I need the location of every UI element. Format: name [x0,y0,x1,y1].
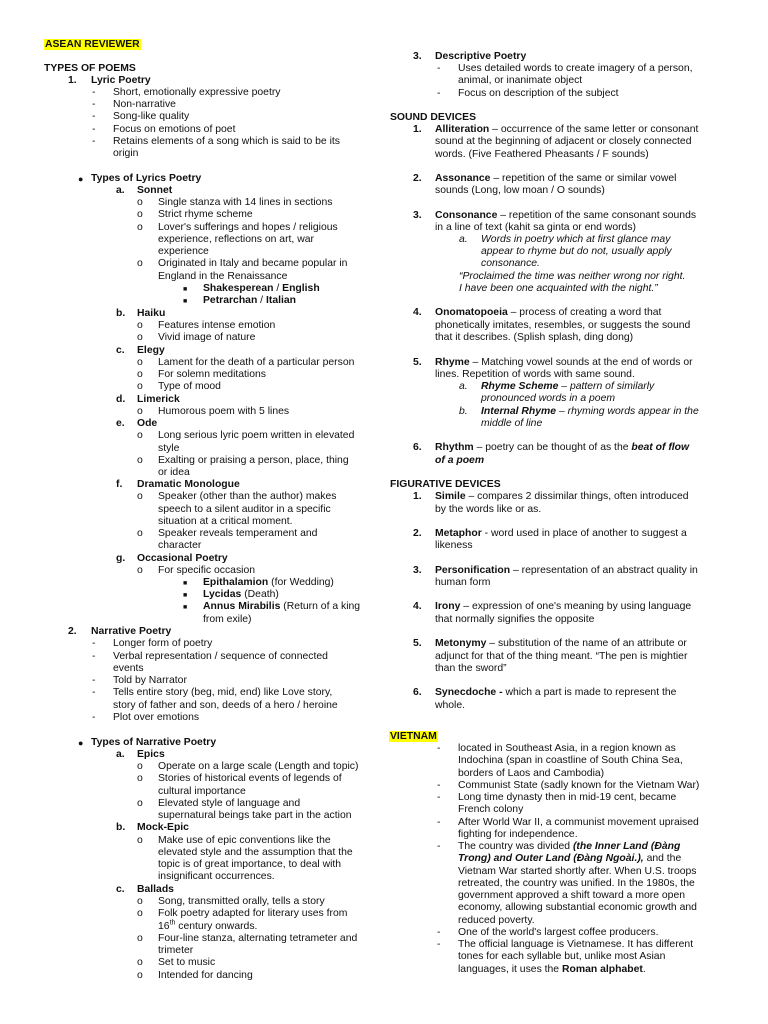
list-item: origin [113,148,139,159]
rhythm-item: Rhythm – poetry can be thought of as the beat of flow [435,442,690,453]
list-item: insignificant occurrences. [158,871,275,882]
list-num: 2. [413,528,422,539]
vietnam-heading: VIETNAM [390,731,437,742]
metonymy-item: Metonymy – substitution of the name of an attribute or [435,638,687,649]
consonance-item: Consonance – repetition of the same consonant sounds [435,210,697,221]
list-item: Make use of epic conventions like the [158,835,331,846]
list-item: topic is of great importance, to deal with [158,859,342,870]
list-letter: b. [116,308,126,319]
list-item: animal, or inanimate object [458,75,583,86]
list-item: Operate on a large scale (Length and topic) [158,761,359,772]
narrative-types-heading: Types of Narrative Poetry [91,737,217,748]
rhyme-item: Rhyme – Matching vowel sounds at the end of words or [435,357,693,368]
list-item: cultural importance [158,786,246,797]
list-num: 3. [413,210,422,221]
assonance-item: Assonance – repetition of the same or similar vowel [435,173,677,184]
list-item: Trong) and Outer Land (Đàng Ngoài.), and the [458,853,682,864]
mock-epic-heading: Mock-Epic [137,822,189,833]
list-item: words. (Five Feathered Pheasants / F sounds) [435,149,649,160]
list-item: or idea [158,467,190,478]
list-item: Four-line stanza, alternating tetrameter and [158,933,358,944]
personification-item: Personification – representation of an abstract quality in [435,565,698,576]
list-item: Uses detailed words to create imagery of a person, [458,63,693,74]
list-letter: c. [116,884,125,895]
list-item: speech to a silent auditor in a specific [158,504,331,515]
list-item: borders of Laos and Cambodia) [458,768,605,779]
list-letter: a. [116,749,125,760]
sound-devices-heading: SOUND DEVICES [390,112,477,123]
list-item: human form [435,577,491,588]
list-item: of a poem [435,455,485,466]
list-item: Elevated style of language and [158,798,301,809]
onomatopoeia-item: Onomatopoeia – process of creating a word that [435,307,662,318]
list-item: Long serious lyric poem written in elevated [158,430,355,441]
list-item: Strict rhyme scheme [158,209,253,220]
list-item: Vivid image of nature [158,332,256,343]
list-item: experience, reflections on art, war [158,234,314,245]
alliteration-item: Alliteration – occurrence of the same letter or consonant [435,124,699,135]
list-item: French colony [458,804,524,815]
ballads-heading: Ballads [137,884,174,895]
list-item: Speaker reveals temperament and [158,528,318,539]
list-letter: c. [116,345,125,356]
bullet-icon: ● [78,174,84,184]
list-item: reduced poverty. [458,915,535,926]
occasional-sub: Lycidas (Death) [203,589,279,600]
simile-item: Simile – compares 2 dissimilar things, often introduced [435,491,689,502]
bullet-icon: ● [78,738,84,748]
internal-rhyme-item: Internal Rhyme – rhyming words appear in the [481,406,699,417]
list-item: whole. [435,700,466,711]
list-item: One of the world's largest coffee producers. [458,927,659,938]
list-item: Song, transmitted orally, tells a story [158,896,325,907]
list-item: Type of mood [158,381,221,392]
section-heading-types: TYPES OF POEMS [44,63,136,74]
list-item: that normally signifies the opposite [435,614,595,625]
list-item: After World War II, a communist movement upraised [458,817,699,828]
list-item: economy, allowing substantial economic growth and [458,902,697,913]
list-item: than the sword” [435,663,507,674]
list-letter: a. [116,185,125,196]
list-item: character [158,540,202,551]
figurative-heading: FIGURATIVE DEVICES [390,479,501,490]
list-item: Indochina (span in coastline of South China Sea, [458,755,683,766]
sonnet-heading: Sonnet [137,185,173,196]
descriptive-heading: Descriptive Poetry [435,51,527,62]
list-item: Non-narrative [113,99,176,110]
limerick-heading: Limerick [137,394,180,405]
list-item: tones for each syllable but, unlike most Asian [458,951,666,962]
list-letter: g. [116,553,126,564]
list-item: Longer form of poetry [113,638,213,649]
list-num: 5. [413,638,422,649]
list-item: in a line of text (kahit sa ginta or end words) [435,222,636,233]
metaphor-item: Metaphor - word used in place of another to suggest a [435,528,687,539]
epics-heading: Epics [137,749,165,760]
list-item: Humorous poem with 5 lines [158,406,290,417]
list-item: The official language is Vietnamese. It has different [458,939,694,950]
list-item: consonance. [481,258,540,269]
list-item: Stories of historical events of legends of [158,773,342,784]
list-item: Folk poetry adapted for literary uses from [158,908,348,919]
list-item: Short, emotionally expressive poetry [113,87,281,98]
list-item: Song-like quality [113,111,190,122]
list-item: pronounced words in a poem [481,393,616,404]
list-item: likeness [435,540,473,551]
list-item: Focus on emotions of poet [113,124,236,135]
elegy-heading: Elegy [137,345,165,356]
list-num: 2. [413,173,422,184]
list-item: sounds (Long, low moan / O sounds) [435,185,605,196]
list-item: appear to rhyme but do not, usually apply [481,246,672,257]
list-num: 3. [413,565,422,576]
list-item: situation at a critical moment. [158,516,293,527]
list-num: 6. [413,687,422,698]
list-item: sound at the beginning of adjacent or closely connected [435,136,692,147]
lyric-types-heading: Types of Lyrics Poetry [91,173,202,184]
occasional-sub: Annus Mirabilis (Return of a king [203,601,361,612]
list-item: Speaker (other than the author) makes [158,491,337,502]
haiku-heading: Haiku [137,308,166,319]
list-item: supernatural beings take part in the action [158,810,352,821]
list-item: Plot over emotions [113,712,200,723]
list-item: retreated, the country was unified. In the 1980s, the [458,878,695,889]
ode-heading: Ode [137,418,158,429]
list-item: languages, it uses the Roman alphabet. [458,964,646,975]
list-item: events [113,663,144,674]
list-item: government approved a shift toward a more open [458,890,685,901]
list-item: elevated style and the assumption that the [158,847,353,858]
list-item: Originated in Italy and became popular in [158,258,348,269]
list-num: 4. [413,307,422,318]
list-item: fighting for independence. [458,829,578,840]
list-item: that it describes. (Splish splash, ding dong) [435,332,634,343]
list-item: For solemn meditations [158,369,266,380]
list-item: Intended for dancing [158,970,253,981]
list-item: from exile) [203,614,252,625]
list-item: Tells entire story (beg, mid, end) like Love story, [113,687,333,698]
list-item: lines. Repetition of words with same sound. [435,369,635,380]
list-num: 1. [413,124,422,135]
list-letter: f. [116,479,123,490]
list-item: style [158,443,180,454]
list-item: Words in poetry which at first glance may [481,234,671,245]
list-item: story of father and son, deeds of a hero / heroine [113,700,338,711]
list-item: England in the Renaissance [158,271,288,282]
list-item: The country was divided (the Inner Land (Đàng [458,841,681,852]
synecdoche-item: Synecdoche - which a part is made to represent the [435,687,677,698]
occasional-heading: Occasional Poetry [137,553,228,564]
list-letter: d. [116,394,126,405]
list-item: Set to music [158,957,216,968]
list-item: phonetically imitates, resembles, or suggests the sound [435,320,691,331]
doc-title: ASEAN REVIEWER [45,39,140,50]
monologue-heading: Dramatic Monologue [137,479,240,490]
document-page: ASEAN REVIEWER TYPES OF POEMS 1. Lyric Poetry - Short, emotionally expressive poetry - Non-narrative - Song-like quality - Focus on emotions of poet - Retains elements of a song which is said to be its origin ● Types of Lyrics Poetry a. Sonnet o Single stanza with 14 lines in sections o Strict rhyme scheme o Lover's sufferings and hopes / religious experience, reflections on art, war experience o Originated in Italy and became popular in England in the Renaissance ■ Shakesperean / English ■ Petrarchan / Italian b. Haiku o Features intense emotion o Vivid image of nature c. Elegy o Lament for the death of a particular person o For solemn meditations o Type of mood d. Limerick o Humorous poem with 5 lines e. Ode o Long serious lyric poem written in elevated style o Exalting or praising a person, place, thing or idea f. Dramatic Monologue o Speaker (other than the author) makes speech to a silent auditor in a specific situation at a critical moment. o Speaker reveals temperament and character g. Occasional Poetry o For specific occasion ■ Epithalamion (for Wedding) ■ Lycidas (Death) ■ Annus Mirabilis (Return of a king from exile) 2. Narrative Poetry - Longer form of poetry - Verbal representation / sequence of connected events - Told by Narrator - Tells entire story (beg, mid, end) like Love story, story of father and son, deeds of a hero / heroine - Plot over emotions ● Types of Narrative Poetry a. Epics o Operate on a large scale (Length and topic) o Stories of historical events of legends of cultural importance o Elevated style of language and supernatural beings take part in the action b. Mock-Epic o Make use of epic conventions like the elevated style and the assumption that the topic is of great importance, to deal with insignificant occurrences. c. Ballads o Song, transmitted orally, tells a story o Folk poetry adapted for literary uses from 16th century onwards. o Four-line stanza, alternating tetrameter and trimeter o Set to music o Intended for dancing 3. Descriptive Poetry - Uses detailed words to create imagery of a person, animal, or inanimate object - Focus on description of the subject SOUND DEVICES 1. Alliteration – occurrence of the same letter or consonant sound at the beginning of adjacent or closely connected words. (Five Feathered Pheasants / F sounds) 2. Assonance – repetition of the same or similar vowel sounds (Long, low moan / O sounds) 3. Consonance – repetition of the same consonant sounds in a line of text (kahit sa ginta or end words) a. Words in poetry which at first glance may appear to rhyme but do not, usually apply consonance. “Proclaimed the time was neither wrong nor right. I have been one acquainted with the night.” 4. Onomatopoeia – process of creating a word that phonetically imitates, resembles, or suggests the sound that it describes. (Splish splash, ding dong) 5. Rhyme – Matching vowel sounds at the end of words or lines. Repetition of words with same sound. a. Rhyme Scheme – pattern of similarly pronounced words in a poem b. Internal Rhyme – rhyming words appear in the middle of line 6. Rhythm – poetry can be thought of as the beat of flow of a poem FIGURATIVE DEVICES 1. Simile – compares 2 dissimilar things, often introduced by the words like or as. 2. Metaphor - word used in place of another to suggest a likeness 3. Personification – representation of an abstract quality in human form 4. Irony – expression of one's meaning by using language that normally signifies the opposite 5. Metonymy – substitution of the name of an attribute or adjunct for that of the thing meant. “The pen is mightier than the sword” 6. Synecdoche - which a part is made to represent the whole. VIETNAM - located in Southeast Asia, in a region known as Indochina (span in coastline of South China Sea, borders of Laos and Cambodia) - Communist State (sadly known for the Vietnam War) - Long time dynasty then in mid-19 cent, became French colony - After World War II, a communist movement upraised fighting for independence. - The country was divided (the Inner Land (Đàng Trong) and Outer Land (Đàng Ngoài.), and the Vietnam War started shortly after. When U.S. troops retreated, the country was unified. In the 1980s, the government approved a shift toward a more open economy, allowing substantial economic growth and reduced poverty. - One of the world's largest coffee producers. - The official language is Vietnamese. It has different tones for each syllable but, unlike most Asian languages, it uses the Roman alphabet. [44,39,700,981]
list-letter: b. [459,406,468,417]
list-num: 5. [413,357,422,368]
list-letter: e. [116,418,125,429]
quote-line: “Proclaimed the time was neither wrong nor right. [459,271,686,282]
list-item: Single stanza with 14 lines in sections [158,197,333,208]
list-item: 16th century onwards. [158,919,258,932]
list-item: Long time dynasty then in mid-19 cent, became [458,792,677,803]
list-item: Features intense emotion [158,320,276,331]
list-item: Retains elements of a song which is said to be its [113,136,340,147]
lyric-num: 1. [68,75,77,86]
list-item: For specific occasion [158,565,256,576]
list-item: Lament for the death of a particular person [158,357,355,368]
irony-item: Irony – expression of one's meaning by using language [435,601,692,612]
quote-line: I have been one acquainted with the night.” [459,283,658,294]
rhyme-scheme-item: Rhyme Scheme – pattern of similarly [481,381,655,392]
sonnet-sub-shakespearean: Shakesperean / English [203,283,320,294]
list-letter: b. [116,822,126,833]
list-letter: a. [459,381,468,392]
list-item: Lover's sufferings and hopes / religious [158,222,338,233]
list-item: Focus on description of the subject [458,88,619,99]
list-item: by the words like or as. [435,504,542,515]
list-letter: a. [459,234,468,245]
sonnet-sub-petrarchan: Petrarchan / Italian [203,295,296,306]
list-item: Communist State (sadly known for the Vietnam War) [458,780,700,791]
list-item: middle of line [481,418,543,429]
list-item: Vietnam War started shortly after. When U.S. troops [458,866,697,877]
list-item: experience [158,246,209,257]
list-item: located in Southeast Asia, in a region known as [458,743,676,754]
descriptive-num: 3. [413,51,422,62]
list-num: 4. [413,601,422,612]
list-item: trimeter [158,945,194,956]
list-num: 6. [413,442,422,453]
occasional-sub: Epithalamion (for Wedding) [203,577,334,588]
narrative-num: 2. [68,626,77,637]
lyric-heading: Lyric Poetry [91,75,151,86]
narrative-heading: Narrative Poetry [91,626,172,637]
list-num: 1. [413,491,422,502]
list-item: Told by Narrator [113,675,187,686]
list-item: Verbal representation / sequence of connected [113,651,328,662]
list-item: Exalting or praising a person, place, thing [158,455,349,466]
list-item: adjunct for that of the thing meant. “The pen is mightier [435,651,688,662]
